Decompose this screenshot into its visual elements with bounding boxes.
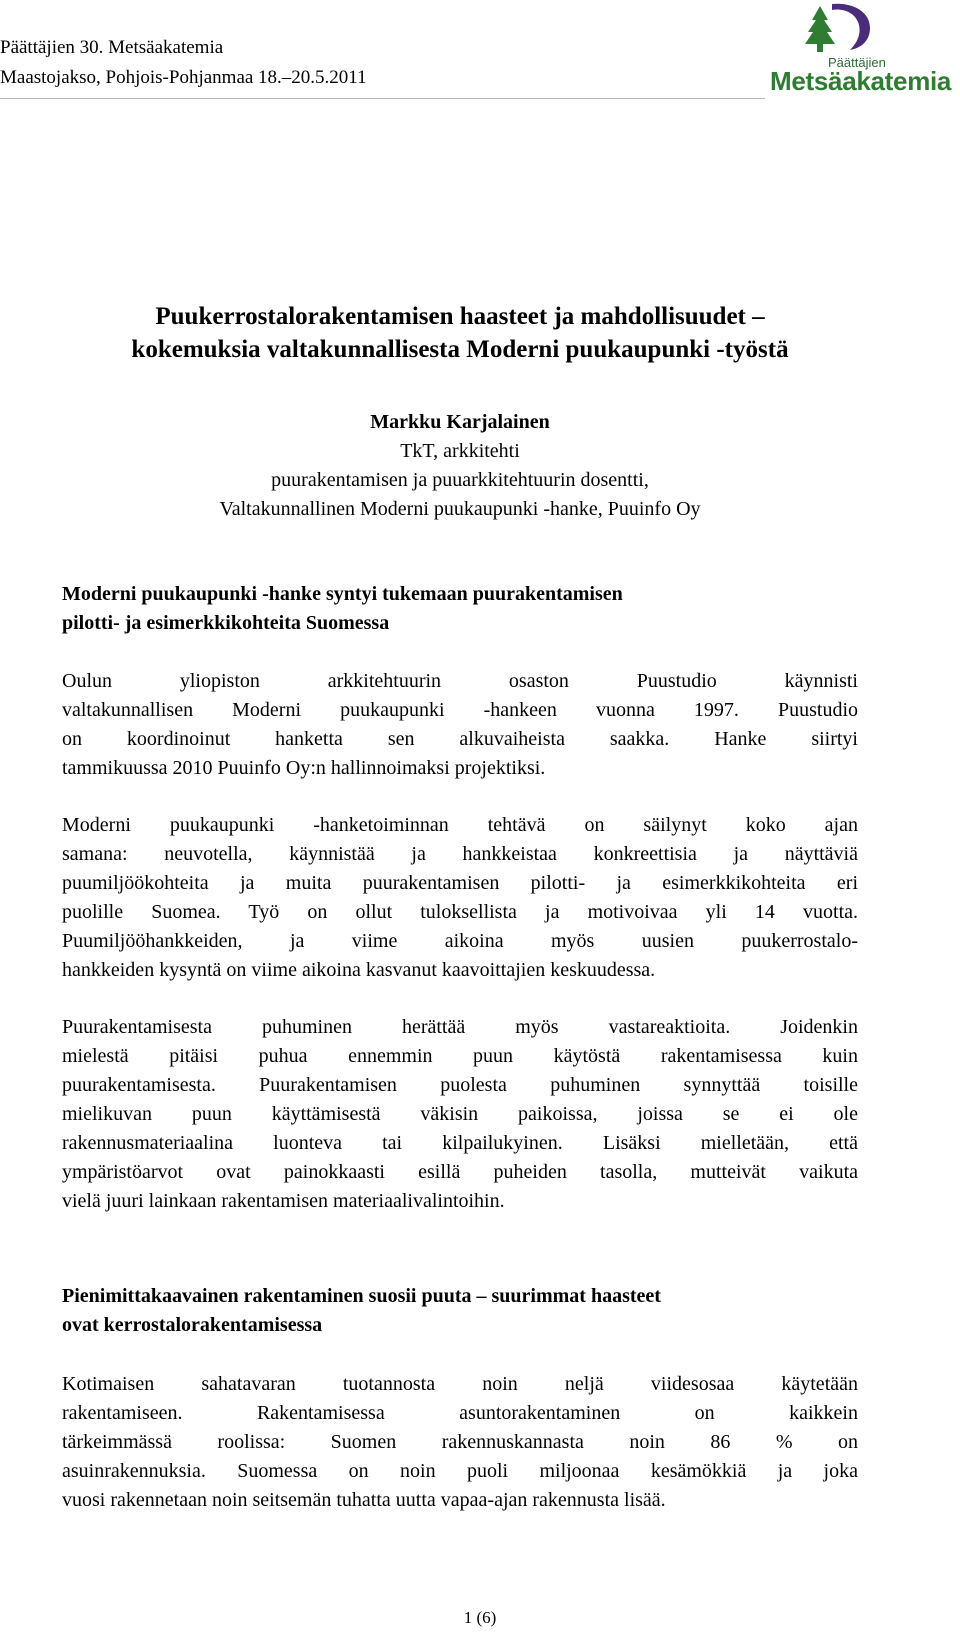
text-line: tammikuussa 2010 Puuinfo Oy:n hallinnoimaksi projektiksi. <box>62 757 546 779</box>
text-line: puumiljöökohteita ja muita puurakentamisen pilotti- ja esimerkkikohteita eri <box>62 872 858 894</box>
page-header <box>0 0 960 100</box>
text-line: asuinrakennuksia. Suomessa on noin puoli miljoonaa kesämökkiä ja joka <box>62 1460 858 1482</box>
section-heading <box>62 580 862 638</box>
page-number: 1 (6) <box>463 1608 497 1627</box>
text-line: on koordinoinut hanketta sen alkuvaiheista saakka. Hanke siirtyi <box>62 728 858 750</box>
document-title <box>60 300 860 366</box>
text-line: tärkeimmässä roolissa: Suomen rakennuskannasta noin 86 % on <box>62 1431 858 1453</box>
text-line: samana: neuvotella, käynnistää ja hankkeistaa konkreettisia ja näyttäviä <box>62 843 858 865</box>
paragraph <box>62 811 858 985</box>
text-line: ympäristöarvot ovat painokkaasti esillä puheiden tasolla, mutteivät vaikuta <box>62 1161 858 1183</box>
text-line: mielestä pitäisi puhua ennemmin puun käytöstä rakentamisessa kuin <box>62 1045 858 1067</box>
text-line: Puumiljööhankkeiden, ja viime aikoina myös uusien puukerrostalo- <box>62 930 858 952</box>
heading-line: pilotti- ja esimerkkikohteita Suomessa <box>62 612 390 634</box>
text-line: Kotimaisen sahatavaran tuotannosta noin neljä viidesosaa käytetään <box>62 1373 858 1395</box>
paragraph <box>62 667 858 783</box>
heading-line: ovat kerrostalorakentamisessa <box>62 1314 323 1336</box>
heading-line: Pienimittakaavainen rakentaminen suosii puuta – suurimmat haasteet <box>62 1285 661 1307</box>
header-event-details: Maastojakso, Pohjois-Pohjanmaa 18.–20.5.2011 <box>0 67 367 88</box>
text-line: vuosi rakennetaan noin seitsemän tuhatta uutta vapaa-ajan rakennusta lisää. <box>62 1489 666 1511</box>
text-line: Oulun yliopiston arkkitehtuurin osaston Puustudio käynnisti <box>62 670 858 692</box>
text-line: rakennusmateriaalina luonteva tai kilpailukyinen. Lisäksi mielletään, että <box>62 1132 858 1154</box>
header-divider <box>0 98 765 99</box>
paragraph <box>62 1013 858 1216</box>
tree-logo-icon <box>770 0 890 60</box>
text-line: valtakunnallisen Moderni puukaupunki -hankeen vuonna 1997. Puustudio <box>62 699 858 721</box>
logo-wordmark: Metsäakatemia <box>770 66 952 96</box>
text-line: puurakentamisesta. Puurakentamisen puolesta puhuminen synnyttää toisille <box>62 1074 858 1096</box>
header-event-title: Päättäjien 30. Metsäakatemia <box>0 37 224 58</box>
author-role: puurakentamisen ja puuarkkitehtuurin dosentti, <box>271 469 649 491</box>
logo-small-text: Päättäjien <box>828 55 886 70</box>
author-organization: Valtakunnallinen Moderni puukaupunki -hanke, Puuinfo Oy <box>219 498 701 520</box>
text-line: mielikuvan puun käyttämisestä väkisin paikoissa, joissa se ei ole <box>62 1103 858 1125</box>
text-line: Puurakentamisesta puhuminen herättää myös vastareaktioita. Joidenkin <box>62 1016 858 1038</box>
author-block <box>60 408 860 524</box>
metsaakatemia-logo <box>770 0 960 100</box>
author-degree: TkT, arkkitehti <box>400 440 520 462</box>
text-line: puolille Suomea. Työ on ollut tuloksellista ja motivoivaa yli 14 vuotta. <box>62 901 858 923</box>
section-heading <box>62 1282 862 1340</box>
paragraph <box>62 1370 858 1515</box>
title-line: Puukerrostalorakentamisen haasteet ja mahdollisuudet – <box>155 303 765 330</box>
text-line: Moderni puukaupunki -hanketoiminnan tehtävä on säilynyt koko ajan <box>62 814 858 836</box>
heading-line: Moderni puukaupunki -hanke syntyi tukemaan puurakentamisen <box>62 583 623 605</box>
text-line: rakentamiseen. Rakentamisessa asuntorakentaminen on kaikkein <box>62 1402 858 1424</box>
text-line: hankkeiden kysyntä on viime aikoina kasvanut kaavoittajien keskuudessa. <box>62 959 656 981</box>
title-line: kokemuksia valtakunnallisesta Moderni puukaupunki -työstä <box>131 336 789 363</box>
text-line: vielä juuri lainkaan rakentamisen materiaalivalintoihin. <box>62 1190 505 1212</box>
author-name: Markku Karjalainen <box>370 411 550 433</box>
